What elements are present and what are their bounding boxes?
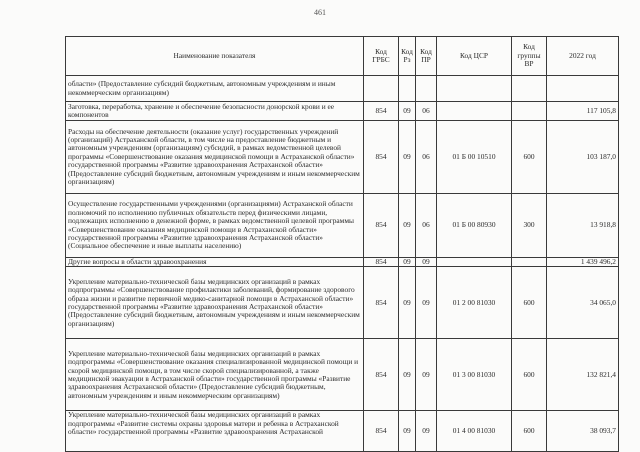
row-csr: 01 3 00 81030	[437, 339, 512, 411]
row-pr: 09	[416, 411, 437, 452]
row-vr	[512, 76, 547, 102]
row-grbs: 854	[364, 339, 399, 411]
table-row	[66, 411, 619, 452]
table-row	[66, 258, 619, 267]
header-year: 2022 год	[547, 37, 619, 76]
row-grbs: 854	[364, 267, 399, 339]
row-rz	[399, 76, 416, 102]
row-pr: 09	[416, 267, 437, 339]
row-csr	[437, 258, 512, 267]
row-pr: 09	[416, 339, 437, 411]
row-name: области» (Предоставление субсидий бюджетным, автономным учреждениям и иным некоммерческим организациям)	[66, 76, 364, 102]
row-grbs: 854	[364, 102, 399, 121]
header-csr: Код ЦСР	[437, 37, 512, 76]
row-pr	[416, 76, 437, 102]
header-vr: Код группы ВР	[512, 37, 547, 76]
row-amount: 1 439 496,2	[547, 258, 619, 267]
row-amount: 38 093,7	[547, 411, 619, 452]
row-name: Другие вопросы в области здравоохранения	[66, 258, 364, 267]
row-pr: 06	[416, 121, 437, 194]
row-name: Укрепление материально-технической базы медицинских организаций в рамках подпрограммы «Совершенствование оказания специализированной медицинской помощи и скорой медицинской помощи, в том числе скорой специализированной, а также медицинской эвакуации в Астраханской области» государственной программы «Развитие здравоохранения Астраханской области» (Предоставление субсидий бюджетным, автономным учреждениям и иным некоммерческим организациям)	[66, 339, 364, 411]
row-csr: 01 Б 00 80930	[437, 194, 512, 258]
table-row	[66, 267, 619, 339]
row-rz: 09	[399, 258, 416, 267]
row-csr	[437, 102, 512, 121]
row-grbs: 854	[364, 411, 399, 452]
table-row	[66, 339, 619, 411]
header-rz: Код Рз	[399, 37, 416, 76]
header-name: Наименование показателя	[66, 37, 364, 76]
page-number: 461	[314, 8, 326, 17]
row-name: Расходы на обеспечение деятельности (оказание услуг) государственных учреждений (организаций) Астраханской области, в том числе на предоставление бюджетным и автономным учреждениям (организациям) субсидий, в рамках ведомственной целевой программы «Совершенствование оказания медицинской помощи в Астраханской области» государственной программы «Развитие здравоохранения Астраханской области» (Предоставление субсидий бюджетным, автономным учреждениям и иным некоммерческим организациям)	[66, 121, 364, 194]
row-amount: 13 918,8	[547, 194, 619, 258]
row-rz: 09	[399, 194, 416, 258]
row-vr: 600	[512, 411, 547, 452]
row-amount: 103 187,0	[547, 121, 619, 194]
row-amount: 34 065,0	[547, 267, 619, 339]
row-vr: 600	[512, 339, 547, 411]
row-vr: 300	[512, 194, 547, 258]
table-header-row	[66, 37, 619, 76]
row-amount: 117 105,8	[547, 102, 619, 121]
row-amount	[547, 76, 619, 102]
row-csr: 01 4 00 81030	[437, 411, 512, 452]
row-csr: 01 Б 00 10510	[437, 121, 512, 194]
table-row	[66, 76, 619, 102]
row-vr	[512, 102, 547, 121]
row-name: Укрепление материально-технической базы медицинских организаций в рамках подпрограммы «Совершенствование профилактики заболеваний, формирование здорового образа жизни и развитие первичной медико-санитарной помощи в Астраханской области» государственной программы «Развитие здравоохранения Астраханской области» (Предоставление субсидий бюджетным, автономным учреждениям и иным некоммерческим организациям)	[66, 267, 364, 339]
row-rz: 09	[399, 121, 416, 194]
budget-table	[65, 36, 619, 452]
row-rz: 09	[399, 339, 416, 411]
row-csr	[437, 76, 512, 102]
table-row	[66, 121, 619, 194]
row-csr: 01 2 00 81030	[437, 267, 512, 339]
row-vr	[512, 258, 547, 267]
row-vr: 600	[512, 121, 547, 194]
row-grbs: 854	[364, 258, 399, 267]
row-pr: 06	[416, 194, 437, 258]
table-row	[66, 102, 619, 121]
header-pr: Код ПР	[416, 37, 437, 76]
row-name: Осуществление государственными учреждениями (организациями) Астраханской области полномочий по исполнению публичных обязательств перед физическими лицами, подлежащих исполнению в денежной форме, в рамках ведомственной целевой программы «Совершенствование оказания медицинской помощи в Астраханской области» государственной программы «Развитие здравоохранения Астраханской области» (Социальное обеспечение и иные выплаты населению)	[66, 194, 364, 258]
row-rz: 09	[399, 267, 416, 339]
row-grbs: 854	[364, 194, 399, 258]
row-name: Заготовка, переработка, хранение и обеспечение безопасности донорской крови и ее компонентов	[66, 102, 364, 121]
row-grbs: 854	[364, 121, 399, 194]
row-pr: 06	[416, 102, 437, 121]
row-amount: 132 821,4	[547, 339, 619, 411]
row-pr: 09	[416, 258, 437, 267]
row-name: Укрепление материально-технической базы медицинских организаций в рамках подпрограммы «Развитие системы охраны здоровья матери и ребенка в Астраханской области» государственной программы «Развитие здравоохранения Астраханской	[66, 411, 364, 452]
row-vr: 600	[512, 267, 547, 339]
row-grbs	[364, 76, 399, 102]
row-rz: 09	[399, 411, 416, 452]
header-grbs: Код ГРБС	[364, 37, 399, 76]
row-rz: 09	[399, 102, 416, 121]
table-row	[66, 194, 619, 258]
